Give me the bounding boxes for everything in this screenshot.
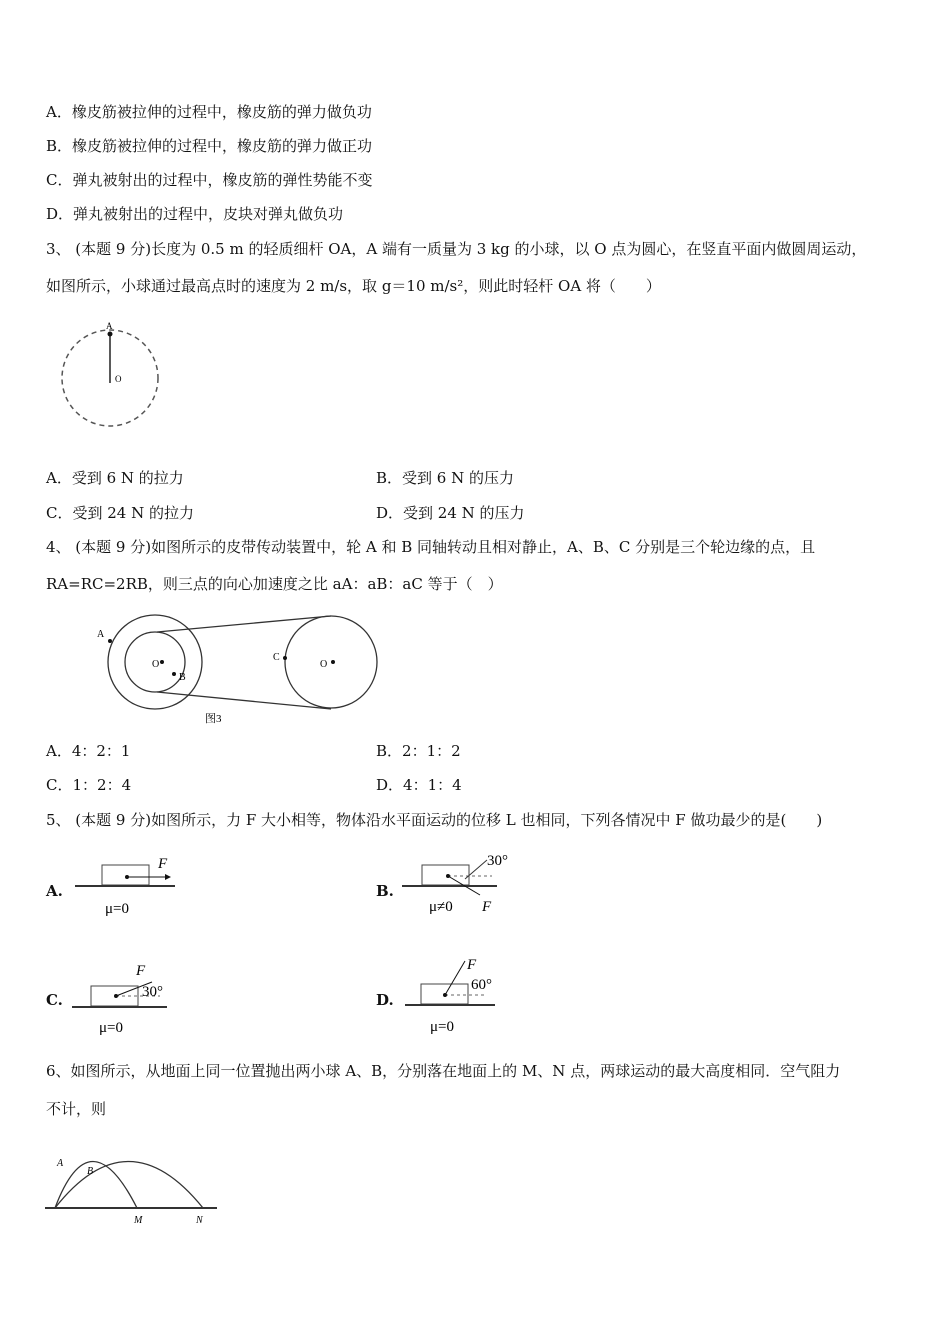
svg-text:60°: 60° [471,977,492,993]
q2-option-a: A．橡皮筋被拉伸的过程中，橡皮筋的弹力做负功 [46,103,372,121]
q4-option-a: A．4：2：1 [46,742,131,760]
svg-text:A: A [97,629,105,640]
svg-text:F: F [158,856,168,872]
q3-text-1: 3、 (本题 9 分)长度为 0.5 m 的轻质细杆 OA，A 端有一质量为 3 kg 的小球，以 O 点为圆心，在竖直平面内做圆周运动， [46,240,867,258]
q4-text-1: 4、 (本题 9 分)如图所示的皮带传动装置中，轮 A 和 B 同轴转动且相对静止，A、B、C 分别是三个轮边缘的点，且 [46,538,816,556]
q2-option-d: D．弹丸被射出的过程中，皮块对弹丸做负功 [46,205,344,223]
q5-figure-b [402,845,532,925]
svg-text:B: B [87,1166,94,1177]
q3-text-2: 如图所示，小球通过最高点时的速度为 2 m/s，取 g＝10 m/s²，则此时轻杆 OA 将（ ） [46,277,661,295]
svg-text:C: C [273,652,280,663]
q5-figure-c [72,958,182,1038]
svg-text:A: A [57,1158,64,1169]
q5-label-b: B. [376,882,394,900]
svg-text:μ=0: μ=0 [105,901,130,917]
q4-text-2: RA=RC=2RB，则三点的向心加速度之比 aA：aB：aC 等于（ ） [46,575,503,593]
q6-text-1: 6、如图所示，从地面上同一位置抛出两小球 A、B，分别落在地面上的 M、N 点，两球运动的最大高度相同．空气阻力 [46,1062,841,1080]
svg-text:N: N [196,1215,203,1226]
svg-text:μ≠0: μ≠0 [429,899,453,915]
svg-text:B: B [179,672,186,683]
q4-option-b: B．2：1：2 [376,742,461,760]
svg-text:M: M [134,1215,143,1226]
svg-text:μ=0: μ=0 [99,1020,124,1036]
q3-option-a: A．受到 6 N 的拉力 [46,469,184,487]
svg-text:O: O [320,659,328,670]
svg-text:F: F [136,963,146,979]
svg-text:30°: 30° [487,853,508,869]
q3-option-d: D．受到 24 N 的压力 [376,504,525,522]
q5-figure-a [75,850,185,925]
q2-option-b: B．橡皮筋被拉伸的过程中，橡皮筋的弹力做正功 [46,137,373,155]
q3-option-c: C．受到 24 N 的拉力 [46,504,194,522]
q4-belt-figure [90,605,390,730]
q5-label-a: A. [46,882,63,900]
q5-label-d: D. [376,991,394,1009]
svg-text:O: O [152,659,160,670]
q4-option-d: D．4：1：4 [376,776,462,794]
q3-circle-figure [55,320,165,435]
q3-option-b: B．受到 6 N 的压力 [376,469,514,487]
svg-text:O: O [115,374,122,384]
q5-label-c: C. [46,991,63,1009]
svg-text:A: A [106,321,113,331]
q6-projectile-figure [45,1140,220,1230]
q5-text-1: 5、 (本题 9 分)如图所示，力 F 大小相等，物体沿水平面运动的位移 L 也相同，下列各情况中 F 做功最少的是( ) [46,811,823,829]
svg-text:F: F [467,957,477,973]
svg-text:F: F [482,899,492,915]
svg-text:μ=0: μ=0 [430,1019,455,1035]
q4-option-c: C．1：2：4 [46,776,132,794]
q2-option-c: C．弹丸被射出的过程中，橡皮筋的弹性势能不变 [46,171,373,189]
svg-text:图3: 图3 [205,713,222,725]
q5-figure-d [405,955,515,1040]
q6-text-2: 不计，则 [46,1100,107,1118]
svg-text:30°: 30° [142,984,163,1000]
